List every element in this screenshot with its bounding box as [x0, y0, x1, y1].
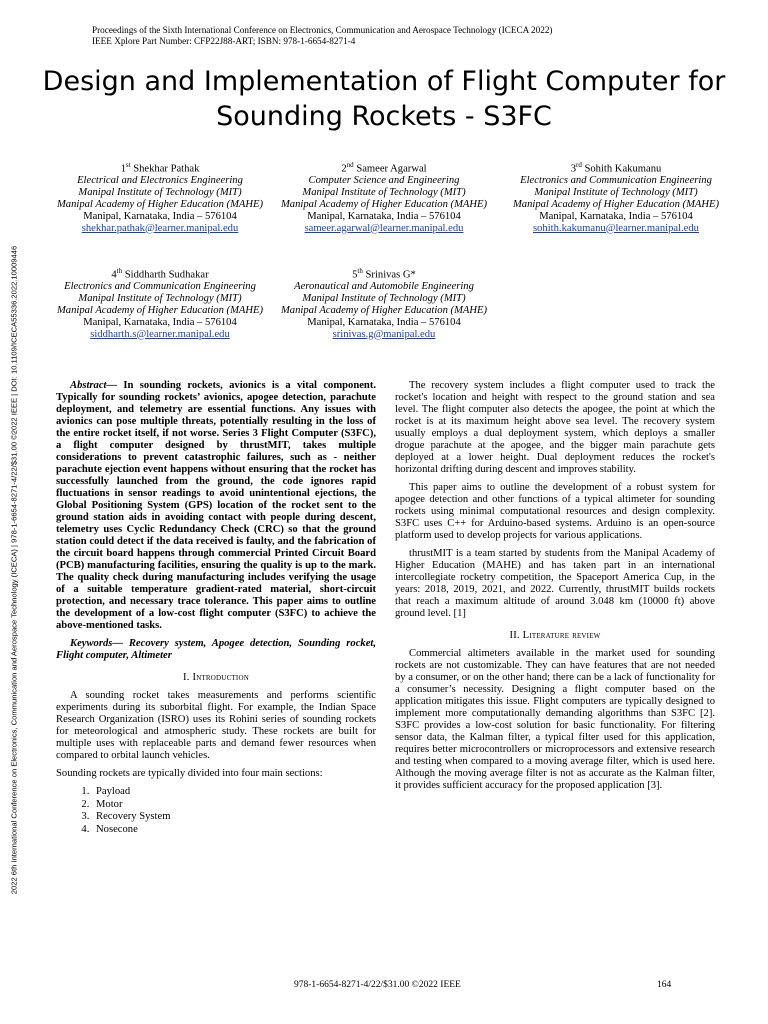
- section-heading-introduction: I. Introduction: [183, 672, 249, 683]
- list-item: 3. Recovery System: [92, 811, 376, 824]
- author-acad: Manipal Academy of Higher Education (MAHE): [56, 304, 264, 316]
- keywords-text: Recovery system, Apogee detection, Sounding rocket, Flight computer, Altimeter: [56, 638, 376, 661]
- author-name: 5th Srinivas G*: [352, 267, 416, 281]
- author-addr: Manipal, Karnataka, India – 576104: [307, 316, 461, 328]
- author-inst: Manipal Institute of Technology (MIT): [302, 187, 466, 199]
- left-column: [56, 380, 376, 836]
- abstract-label: Abstract—: [70, 380, 118, 391]
- recovery-paragraph: The recovery system includes a flight computer used to track the rocket's location and height with respect to the ground station and sea level. The flight computer also detects the apogee, the point at which the rocket is at its maximum height above sea level. The recovery system usually employs a dual deployment system, which deploys a smaller drogue parachute at the apogee, and the bigger main parachute gets deployed at a lower height. Dual deployment reduces the rocket's horizontal drifting during descent and improves stability.: [395, 380, 715, 475]
- author-dept: Electronics and Communication Engineering: [520, 175, 712, 187]
- author-name: 4th Siddharth Sudhakar: [111, 267, 209, 281]
- section-heading-literature-review: II. Literature review: [509, 630, 601, 641]
- author-dept: Electrical and Electronics Engineering: [77, 175, 243, 187]
- author-dept: Electronics and Communication Engineering: [64, 281, 256, 293]
- header-line-1: Proceedings of the Sixth International Conference on Electronics, Communication and Aerospace Technology (ICECA 2022): [92, 25, 553, 35]
- author-block-3: [506, 160, 726, 234]
- intro-paragraph-1: A sounding rocket takes measurements and performs scientific experiments during its suborbital flight. For example, the Indian Space Research Organization (ISRO) uses its Rohini series of sounding rockets for meteorological and atmospheric study. These rockets are built for multiple uses with replaceable parts and demand fewer resources when compared to orbital launch vehicles.: [56, 690, 376, 761]
- author-inst: Manipal Institute of Technology (MIT): [534, 187, 698, 199]
- author-dept: Computer Science and Engineering: [308, 175, 460, 187]
- paper-title: Design and Implementation of Flight Computer for Sounding Rockets - S3FC: [42, 66, 726, 132]
- keywords-label: Keywords—: [70, 638, 123, 649]
- proceedings-header: [92, 25, 712, 47]
- author-block-5: [274, 266, 494, 340]
- author-email-link[interactable]: siddharth.s@learner.manipal.edu: [90, 328, 230, 340]
- author-name: 3rd Sohith Kakumanu: [570, 161, 662, 175]
- author-block-4: [50, 266, 270, 340]
- keywords: [56, 638, 376, 662]
- abstract-text: In sounding rockets, avionics is a vital component. Typically for sounding rockets’ avionics, apogee detection, parachute deployment, and telemetry are essential functions. Any issues with avionics can pose multiple threats, potentially resulting in the loss of the entire rocket itself, if not worse. Series 3 Flight Computer (S3FC), a flight computer designed by thrustMIT, takes multiple considerations to prevent catastrophic failures, such as - neither parachute ejection event happens without ensuring that the rocket has successfully launched from the ground, the code ignores rapid fluctuations in sensor readings to avoid unintentional ejections, the Global Positioning System (GPS) location of the rocket sent to the ground station aids in avoiding contact with people during descent, telemetry uses Cyclic Redundancy Check (CRC) so that the ground station could detect if the data received is faulty, and the fabrication of the circuit board happens through commercial Printed Circuit Board (PCB) manufacturing facilities, ensuring the quality is up to the mark. The quality check during manufacturing includes verifying the usage of a suitable temperature gradient-rated material, short-circuit protection, and necessary trace tolerance. This paper aims to outline the development of a low-cost flight computer (S3FC) to achieve the above-mentioned tasks.: [56, 380, 376, 631]
- author-dept: Aeronautical and Automobile Engineering: [294, 281, 474, 293]
- author-inst: Manipal Institute of Technology (MIT): [302, 293, 466, 305]
- author-addr: Manipal, Karnataka, India – 576104: [83, 316, 237, 328]
- author-email-link[interactable]: srinivas.g@manipal.edu: [332, 328, 436, 340]
- side-citation-strip: [2, 190, 26, 950]
- author-inst: Manipal Institute of Technology (MIT): [78, 293, 242, 305]
- author-email-link[interactable]: sameer.agarwal@learner.manipal.edu: [304, 222, 464, 234]
- author-name: 2nd Sameer Agarwal: [341, 161, 427, 175]
- right-column: [395, 380, 715, 798]
- rocket-sections-list: [56, 786, 376, 836]
- author-addr: Manipal, Karnataka, India – 576104: [307, 210, 461, 222]
- list-item: 4. Nosecone: [92, 824, 376, 837]
- list-item: 1. Payload: [92, 786, 376, 799]
- author-email-link[interactable]: shekhar.pathak@learner.manipal.edu: [81, 222, 239, 234]
- author-addr: Manipal, Karnataka, India – 576104: [539, 210, 693, 222]
- author-email-link[interactable]: sohith.kakumanu@learner.manipal.edu: [533, 222, 699, 234]
- page-number: 164: [657, 980, 672, 990]
- author-block-1: [50, 160, 270, 234]
- aim-paragraph: This paper aims to outline the development of a robust system for apogee detection and other functions of a typical altimeter for sounding rockets using minimal computational resources and design complexity. S3FC uses C++ for Arduino-based systems. Arduino is an open-source platform used to develop projects for various applications.: [395, 482, 715, 541]
- author-name: 1st Shekhar Pathak: [120, 161, 200, 175]
- author-block-2: [274, 160, 494, 234]
- author-addr: Manipal, Karnataka, India – 576104: [83, 210, 237, 222]
- author-acad: Manipal Academy of Higher Education (MAHE): [56, 198, 264, 210]
- literature-paragraph: Commercial altimeters available in the market used for sounding rockets are not customizable. They can have features that are not needed by a consumer, or on the other hand; there can be a lack of functionality for a consumer’s necessity. Designing a flight computer based on the application mitigates this issue. Flight computers are typically designed to implement more computationally demanding algorithms than S3FC [2]. S3FC provides a low-cost solution for basic functionality. For filtering sensor data, the Kalman filter, a typical filter used for this application, requires better microcontrollers or microprocessors and extensive research and testing when compared to a moving average filter, which is used here. Although the moving average filter is not as accurate as the Kalman filter, it provides sufficient accuracy for the proposed application [3].: [395, 648, 715, 791]
- author-inst: Manipal Institute of Technology (MIT): [78, 187, 242, 199]
- list-item: 2. Motor: [92, 799, 376, 812]
- side-citation-text: 2022 6th International Conference on Electronics, Communication and Aerospace Technology (ICECA) | 978-1-6654-8271-4/22/$31.00 ©2022 IEEE | DOI: 10.1109/ICECA55336.2022.10009446: [9, 245, 19, 895]
- author-acad: Manipal Academy of Higher Education (MAHE): [512, 198, 720, 210]
- author-acad: Manipal Academy of Higher Education (MAHE): [280, 304, 488, 316]
- footer-copyright: 978-1-6654-8271-4/22/$31.00 ©2022 IEEE: [294, 980, 461, 990]
- header-line-2: IEEE Xplore Part Number: CFP22J88-ART; ISBN: 978-1-6654-8271-4: [92, 36, 356, 46]
- team-paragraph: thrustMIT is a team started by students from the Manipal Academy of Higher Education (MAHE) and has taken part in an international intercollegiate rocketry competition, the Spaceport America Cup, in the years: 2018, 2019, 2021, and 2022. Currently, thrustMIT builds rockets that reach a maximum altitude of around 3.048 km (10000 ft) above ground level. [1]: [395, 548, 715, 619]
- intro-paragraph-2: Sounding rockets are typically divided into four main sections:: [56, 768, 323, 779]
- author-acad: Manipal Academy of Higher Education (MAHE): [280, 198, 488, 210]
- abstract: [56, 380, 376, 632]
